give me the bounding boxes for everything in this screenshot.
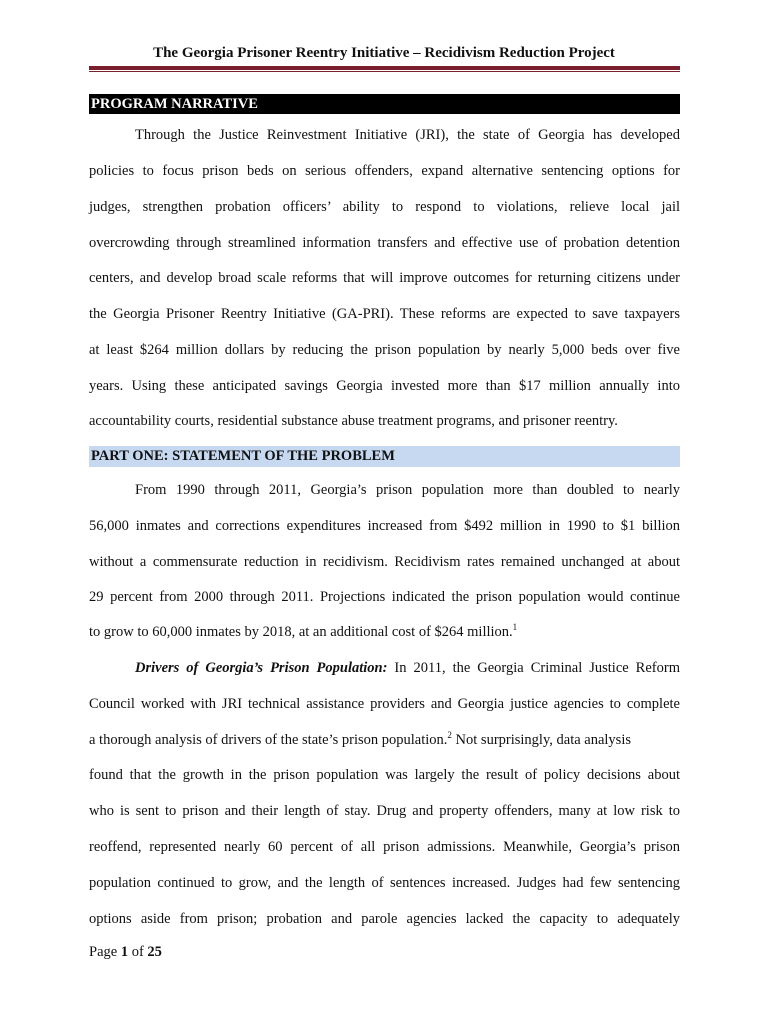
paragraph-line: Through the Justice Reinvestment Initiative (JRI), the state of Georgia has developed: [135, 127, 680, 143]
header-title: The Georgia Prisoner Reentry Initiative – Recidivism Reduction Project: [153, 45, 615, 61]
footnote-marker: 1: [512, 622, 518, 633]
paragraph-line: who is sent to prison and their length of stay. Drug and property offenders, many at low risk to: [89, 803, 680, 819]
header-rule-thin: [89, 71, 680, 72]
paragraph-line: population continued to grow, and the length of sentences increased. Judges had few sentencing: [89, 875, 680, 891]
paragraph-line: without a commensurate reduction in recidivism. Recidivism rates remained unchanged at about: [89, 554, 680, 570]
paragraph-line: a thorough analysis of drivers of the state’s prison population.$^2$ Not surprisingly, data analysis: [89, 730, 631, 748]
paragraph-line: Council worked with JRI technical assistance providers and Georgia justice agencies to complete: [89, 696, 680, 712]
paragraph-line: judges, strengthen probation officers’ ability to respond to violations, relieve local jail: [89, 199, 680, 215]
paragraph-line: years. Using these anticipated savings Georgia invested more than $17 million annually into: [89, 378, 680, 394]
paragraph-line: options aside from prison; probation and parole agencies lacked the capacity to adequately: [89, 911, 680, 927]
footnote-marker: 2: [447, 730, 452, 741]
header-rule: [89, 66, 680, 70]
paragraph-line: accountability courts, residential substance abuse treatment programs, and prisoner reentry.: [89, 413, 618, 429]
page-number: Page 1 of 25: [89, 944, 162, 960]
paragraph-line: at least $264 million dollars by reducing the prison population by nearly 5,000 beds over five: [89, 342, 680, 358]
paragraph-line: From 1990 through 2011, Georgia’s prison population more than doubled to nearly: [135, 482, 680, 498]
section-heading-statement-of-problem: PART ONE: STATEMENT OF THE PROBLEM: [89, 446, 680, 467]
section-heading-program-narrative: PROGRAM NARRATIVE: [89, 94, 680, 114]
paragraph-line: policies to focus prison beds on serious offenders, expand alternative sentencing options for: [89, 163, 680, 179]
paragraph-line: found that the growth in the prison population was largely the result of policy decisions about: [89, 767, 680, 783]
paragraph-line: 56,000 inmates and corrections expenditures increased from $492 million in 1990 to $1 billion: [89, 518, 680, 534]
paragraph-line: overcrowding through streamlined information transfers and effective use of probation detention: [89, 235, 680, 251]
paragraph-line: Drivers of Georgia’s Prison Population: In 2011, the Georgia Criminal Justice Reform: [135, 660, 680, 676]
paragraph-line: the Georgia Prisoner Reentry Initiative (GA-PRI). These reforms are expected to save taxpayers: [89, 306, 680, 322]
paragraph-line: 29 percent from 2000 through 2011. Projections indicated the prison population would continue: [89, 589, 680, 605]
run-in-heading: Drivers of Georgia’s Prison Population:: [135, 660, 388, 676]
paragraph-line: to grow to 60,000 inmates by 2018, at an additional cost of $264 million.$^1$: [89, 622, 518, 640]
paragraph-line: reoffend, represented nearly 60 percent of all prison admissions. Meanwhile, Georgia’s prison: [89, 839, 680, 855]
paragraph-line: centers, and develop broad scale reforms that will improve outcomes for returning citizens under: [89, 270, 680, 286]
